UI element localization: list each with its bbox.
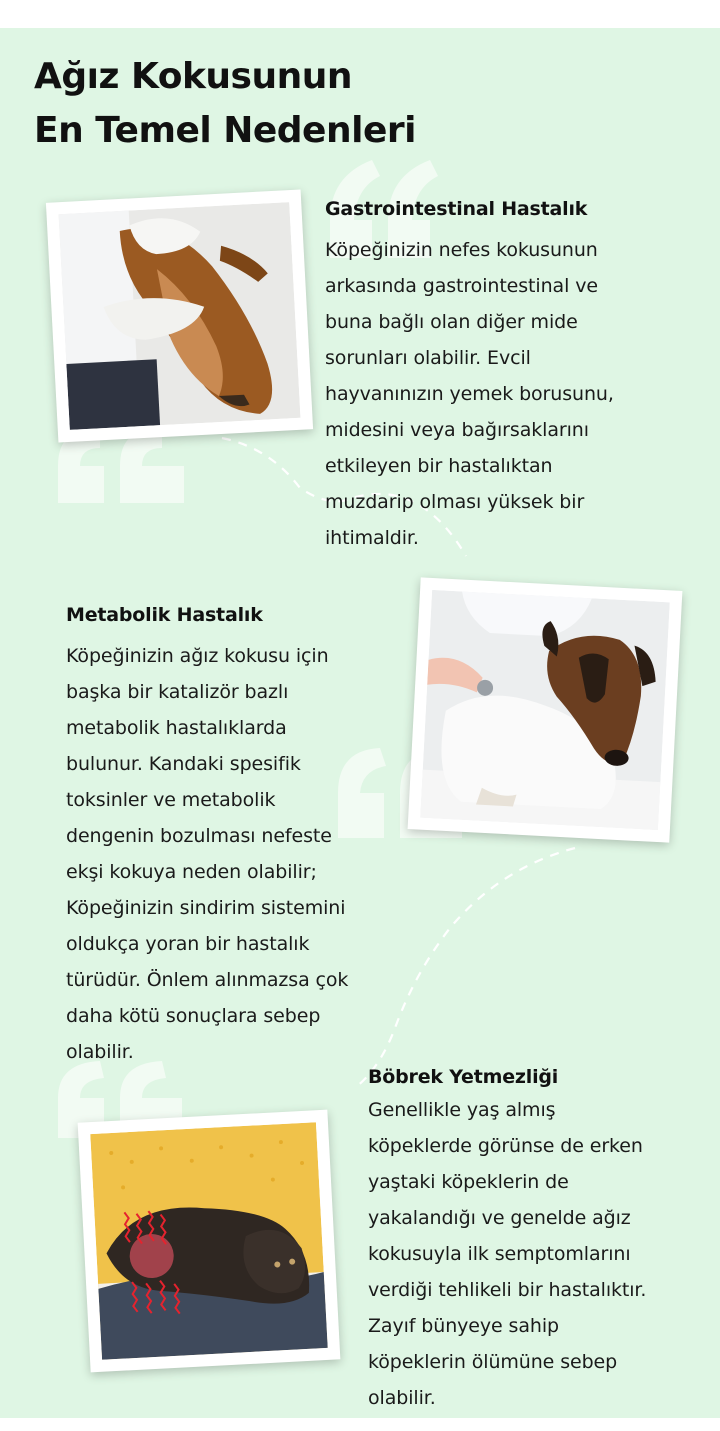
section-heading-gastrointestinal: Gastrointestinal Hastalık (325, 198, 588, 220)
body-line: olabilir. (66, 1041, 134, 1063)
body-line: verdiği tehlikeli bir hastalıktır. (368, 1279, 647, 1301)
title-line-2: En Temel Nedenleri (34, 110, 416, 151)
body-line: yakalandığı ve genelde ağız (368, 1207, 631, 1229)
section-body-metabolic (66, 638, 348, 1070)
body-line: Köpeğinizin sindirim sistemini (66, 897, 346, 919)
body-line: dengenin bozulması nefeste (66, 825, 332, 847)
body-line: başka bir katalizör bazlı (66, 681, 289, 703)
body-line: metabolik hastalıklarda (66, 717, 287, 739)
photo-dog-kidney (78, 1110, 341, 1373)
body-line: ekşi kokuya neden olabilir; (66, 861, 317, 883)
body-line: bulunur. Kandaki spesifik (66, 753, 301, 775)
body-line: midesini veya bağırsaklarını (325, 419, 589, 441)
dashed-path (355, 848, 575, 1088)
body-line: türüdür. Önlem alınmazsa çok (66, 969, 349, 991)
body-line: Köpeğinizin ağız kokusu için (66, 645, 329, 667)
body-line: toksinler ve metabolik (66, 789, 276, 811)
photo-vet-holding-dog (46, 189, 313, 442)
photo-dog-stethoscope (408, 577, 683, 842)
body-line: hayvanınızın yemek borusunu, (325, 383, 614, 405)
body-line: etkileyen bir hastalıktan (325, 455, 553, 477)
body-line: yaştaki köpeklerin de (368, 1171, 569, 1193)
body-line: Zayıf bünyeye sahip (368, 1315, 559, 1337)
title-line-1: Ağız Kokusunun (34, 56, 352, 97)
body-line: köpeklerde görünse de erken (368, 1135, 643, 1157)
body-line: köpeklerin ölümüne sebep (368, 1351, 618, 1373)
body-line: ihtimaldir. (325, 527, 419, 549)
body-line: olabilir. (368, 1387, 436, 1409)
infographic-panel (0, 28, 720, 1418)
section-body-gastrointestinal (325, 232, 614, 556)
body-line: Köpeğinizin nefes kokusunun (325, 239, 598, 261)
page-title (34, 50, 416, 158)
body-line: muzdarip olması yüksek bir (325, 491, 585, 513)
body-line: Genellikle yaş almış (368, 1099, 556, 1121)
body-line: daha kötü sonuçlara sebep (66, 1005, 321, 1027)
section-heading-metabolic: Metabolik Hastalık (66, 604, 263, 626)
body-line: arkasında gastrointestinal ve (325, 275, 598, 297)
body-line: kokusuyla ilk semptomlarını (368, 1243, 631, 1265)
body-line: sorunları olabilir. Evcil (325, 347, 531, 369)
section-body-kidney (368, 1092, 646, 1416)
section-heading-kidney: Böbrek Yetmezliği (368, 1066, 559, 1088)
body-line: buna bağlı olan diğer mide (325, 311, 578, 333)
body-line: oldukça yoran bir hastalık (66, 933, 310, 955)
